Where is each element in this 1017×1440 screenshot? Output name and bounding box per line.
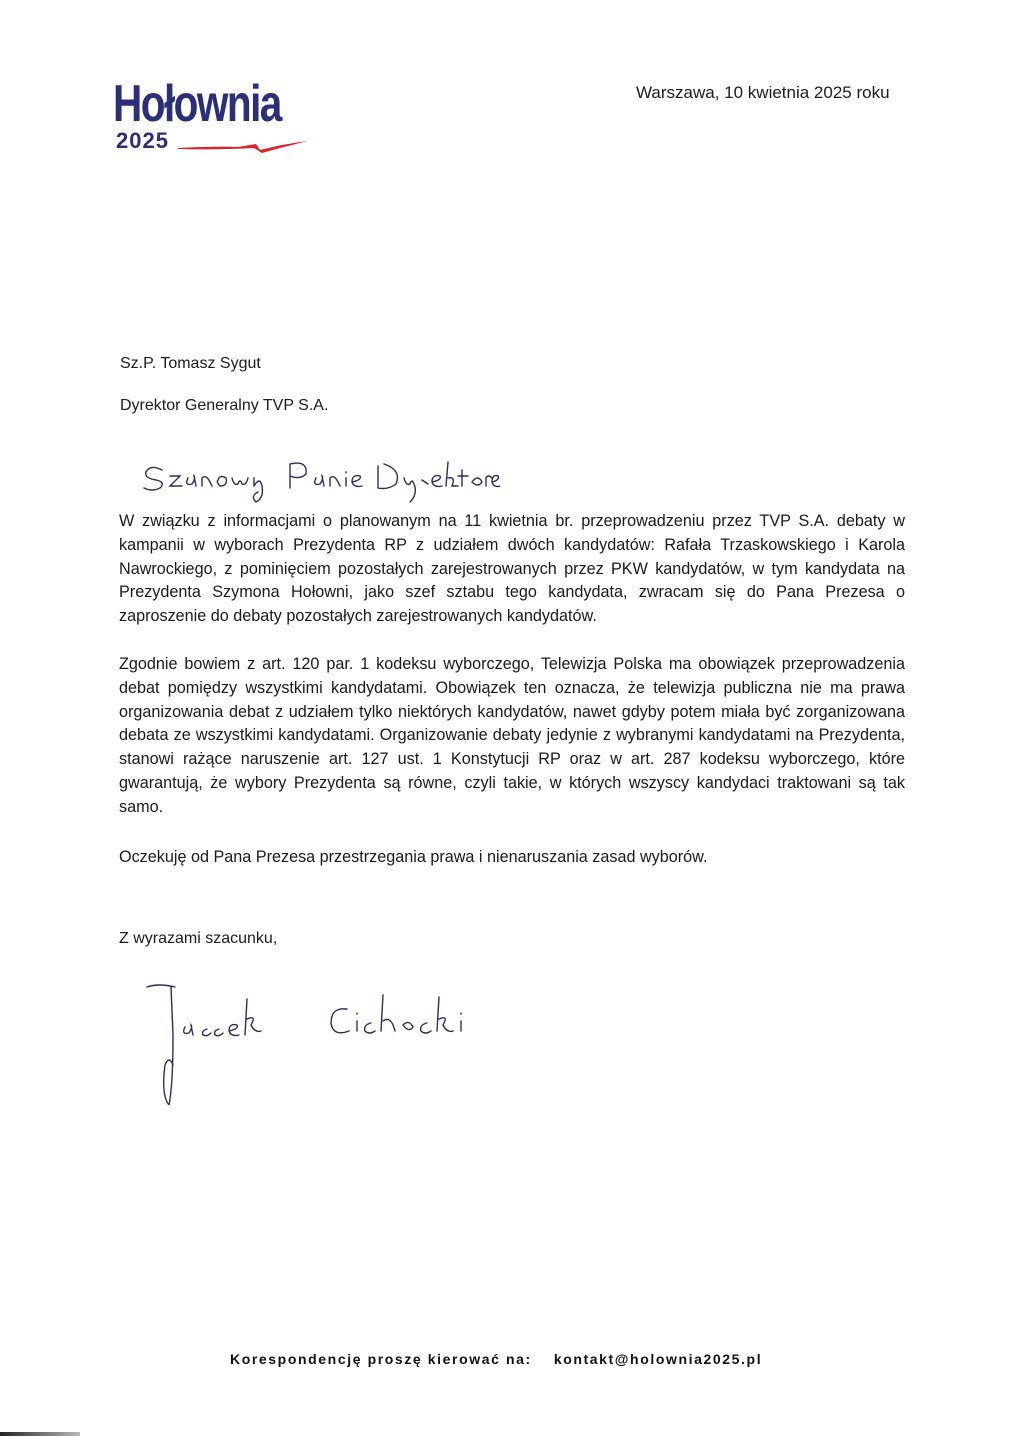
contact-email[interactable]: kontakt@holownia2025.pl — [553, 1351, 763, 1367]
recipient-name: Sz.P. Tomasz Sygut — [120, 355, 261, 372]
campaign-logo — [113, 75, 313, 158]
logo-swoosh-icon — [178, 136, 308, 156]
handwritten-greeting — [140, 446, 500, 506]
body-paragraph: Oczekuję od Pana Prezesa przestrzegania prawa i nienaruszania zasad wyborów. — [119, 848, 708, 866]
body-paragraph: W związku z informacjami o planowanym na 11 kwietnia br. przeprowadzeniu przez TVP S.A. debaty w kampanii w wyborach Prezydenta RP z udziałem dwóch kandydatów: Rafała Trzaskowskiego i Karola Nawrockiego, z pominięciem pozostałych zarejestrowanych przez PKW kandydatów, w tym kandydata na Prezydenta Szymona Hołowni, jako szef sztabu tego kandydata, zwracam się do Pana Prezesa o zaproszenie do debaty pozostałych zarejestrowanych kandydatów. — [119, 512, 905, 626]
logo-wordmark: Hołownia — [113, 75, 281, 133]
closing-phrase: Z wyrazami szacunku, — [119, 930, 278, 947]
logo-year: 2025 — [116, 128, 169, 153]
recipient-title: Dyrektor Generalny TVP S.A. — [120, 397, 329, 414]
letter-date: Warszawa, 10 kwietnia 2025 roku — [636, 83, 890, 102]
handwritten-signature — [145, 975, 535, 1105]
body-paragraph: Zgodnie bowiem z art. 120 par. 1 kodeksu wyborczego, Telewizja Polska ma obowiązek przeprowadzenia debat pomiędzy wszystkimi kandydatami. Obowiązek ten oznacza, że telewizja publiczna nie ma prawa organizowania debat z udziałem tylko niektórych kandydatów, nawet gdyby potem miała być zorganizowana debata ze wszystkimi kandydatami. Organizowanie debaty jedynie z wybranymi kandydatami na Prezydenta, stanowi rażące naruszenie art. 127 ust. 1 Konstytucji RP oraz w art. 287 kodeksu wyborczego, które gwarantują, że wybory Prezydenta są równe, czyli takie, w których wszyscy kandydaci traktowani są tak samo. — [119, 655, 905, 816]
scan-edge-mark — [0, 1432, 80, 1436]
footer-contact — [230, 1351, 762, 1367]
footer-label: Korespondencję proszę kierować na: — [230, 1351, 532, 1367]
